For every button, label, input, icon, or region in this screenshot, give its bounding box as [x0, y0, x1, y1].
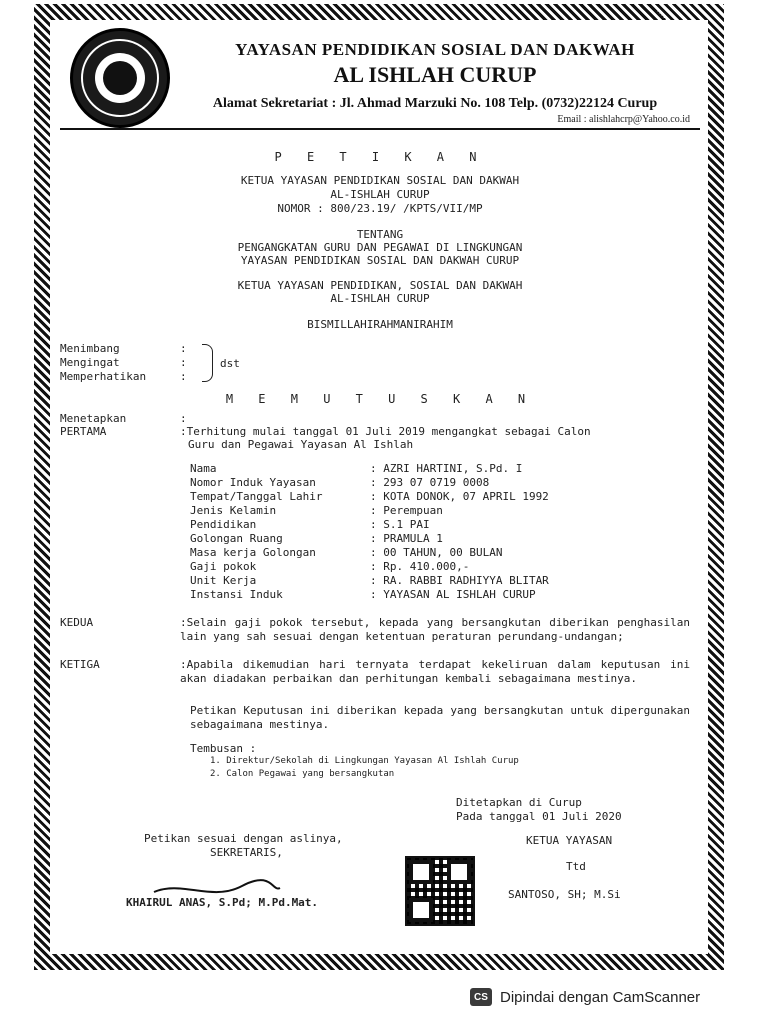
field-value: : 00 TAHUN, 00 BULAN	[370, 546, 503, 559]
ditetapkan-date: Pada tanggal 01 Juli 2020	[456, 810, 622, 823]
field-label: Gaji pokok	[190, 560, 257, 573]
seal-calligraphy-icon	[103, 61, 137, 95]
brace-icon	[202, 344, 213, 382]
field-value: : KOTA DONOK, 07 APRIL 1992	[370, 490, 549, 503]
pertama-text: :Terhitung mulai tanggal 01 Juli 2019 mengangkat sebagai Calon	[180, 425, 591, 438]
menimbang-label: Menimbang	[60, 342, 120, 355]
kedua-text: :Selain gaji pokok tersebut, kepada yang bersangkutan diberikan penghasilan lain yang sah sesuai dengan ketentuan peraturan perundang-undangan;	[180, 616, 690, 643]
camscanner-text: Dipindai dengan CamScanner	[500, 988, 701, 1006]
foundation-seal	[70, 28, 170, 128]
field-label: Tempat/Tanggal Lahir	[190, 490, 323, 503]
field-value: : S.1 PAI	[370, 518, 430, 531]
field-label: Jenis Kelamin	[190, 504, 277, 517]
tentang: TENTANG	[356, 228, 404, 241]
ditetapkan-place: Ditetapkan di Curup	[456, 796, 582, 809]
field-label: Golongan Ruang	[190, 532, 283, 545]
field-value: : AZRI HARTINI, S.Pd. I	[370, 462, 523, 475]
field-label: Masa kerja Golongan	[190, 546, 316, 559]
field-label: Instansi Induk	[190, 588, 283, 601]
ketua-line2: AL-ISHLAH CURUP	[330, 292, 430, 305]
tembusan-item: 2. Calon Pegawai yang bersangkutan	[210, 769, 395, 779]
letterhead	[170, 40, 700, 112]
pertama-label: PERTAMA	[60, 425, 107, 438]
qr-corner	[447, 860, 471, 884]
kedua-label: KEDUA	[60, 616, 94, 629]
field-value: : RA. RABBI RADHIYYA BLITAR	[370, 574, 549, 587]
field-label: Nama	[190, 462, 217, 475]
left-sign-note: Petikan sesuai dengan aslinya,	[144, 832, 343, 845]
institution-name: AL ISHLAH CURUP	[333, 62, 537, 87]
email: Email : alishlahcrp@Yahoo.co.id	[557, 114, 690, 125]
foundation-name: YAYASAN PENDIDIKAN SOSIAL DAN DAKWAH	[235, 40, 635, 59]
field-value: : 293 07 0719 0008	[370, 476, 490, 489]
document-title: P E T I K A N	[274, 150, 486, 164]
tembusan-title: Tembusan :	[190, 742, 257, 755]
secretary-role: SEKRETARIS,	[210, 846, 283, 859]
qr-code-icon	[405, 856, 475, 926]
ketiga-label: KETIGA	[60, 658, 100, 671]
chairman-name: SANTOSO, SH; M.Si	[508, 888, 621, 901]
pertama-text-2: Guru dan Pegawai Yayasan Al Ishlah	[188, 438, 414, 451]
ketiga-text: :Apabila dikemudian hari ternyata terdapat kekeliruan dalam keputusan ini akan diadakan perbaikan dan perhitungan kembali sebagaimana mestinya.	[180, 658, 690, 685]
colon: :	[180, 412, 187, 425]
secretary-name: KHAIRUL ANAS, S.Pd; M.Pd.Mat.	[126, 896, 319, 909]
decree-number: NOMOR : 800/23.19/ /KPTS/VII/MP	[277, 202, 483, 215]
field-value: : PRAMULA 1	[370, 532, 443, 545]
field-label: Unit Kerja	[190, 574, 257, 587]
dst: dst	[220, 357, 240, 370]
subject-line2: YAYASAN PENDIDIKAN SOSIAL DAN DAKWAH CURUP	[240, 254, 520, 267]
document-page	[52, 20, 708, 950]
ketua-line1: KETUA YAYASAN PENDIDIKAN, SOSIAL DAN DAKWAH	[237, 279, 523, 292]
field-label: Pendidikan	[190, 518, 257, 531]
field-value: : Rp. 410.000,-	[370, 560, 470, 573]
ttd: Ttd	[566, 860, 586, 873]
camscanner-icon: CS	[470, 988, 492, 1006]
closing-text: Petikan Keputusan ini diberikan kepada yang bersangkutan untuk dipergunakan sebagaimana mestinya.	[190, 704, 690, 731]
heading-line2: AL-ISHLAH CURUP	[330, 188, 430, 201]
chairman-role: KETUA YAYASAN	[526, 834, 613, 847]
qr-corner	[409, 860, 433, 884]
memutuskan-title: M E M U T U S K A N	[225, 392, 535, 406]
field-value: : YAYASAN AL ISHLAH CURUP	[370, 588, 536, 601]
colon: :	[180, 342, 187, 355]
address: Alamat Sekretariat : Jl. Ahmad Marzuki No. 108 Telp. (0732)22124 Curup	[212, 96, 658, 111]
heading-line1: KETUA YAYASAN PENDIDIKAN SOSIAL DAN DAKWAH	[240, 174, 520, 187]
colon: :	[180, 356, 187, 369]
subject-line1: PENGANGKATAN GURU DAN PEGAWAI DI LINGKUNGAN	[237, 241, 523, 254]
colon: :	[180, 370, 187, 383]
camscanner-watermark	[470, 984, 700, 1010]
tembusan-item: 1. Direktur/Sekolah di Lingkungan Yayasan Al Ishlah Curup	[210, 756, 519, 766]
bismillah: BISMILLAHIRAHMANIRAHIM	[307, 318, 453, 331]
memperhatikan-label: Memperhatikan	[60, 370, 147, 383]
mengingat-label: Mengingat	[60, 356, 120, 369]
field-value: : Perempuan	[370, 504, 443, 517]
menetapkan-label: Menetapkan	[60, 412, 127, 425]
header-rule	[60, 128, 700, 130]
field-label: Nomor Induk Yayasan	[190, 476, 316, 489]
qr-corner	[409, 898, 433, 922]
